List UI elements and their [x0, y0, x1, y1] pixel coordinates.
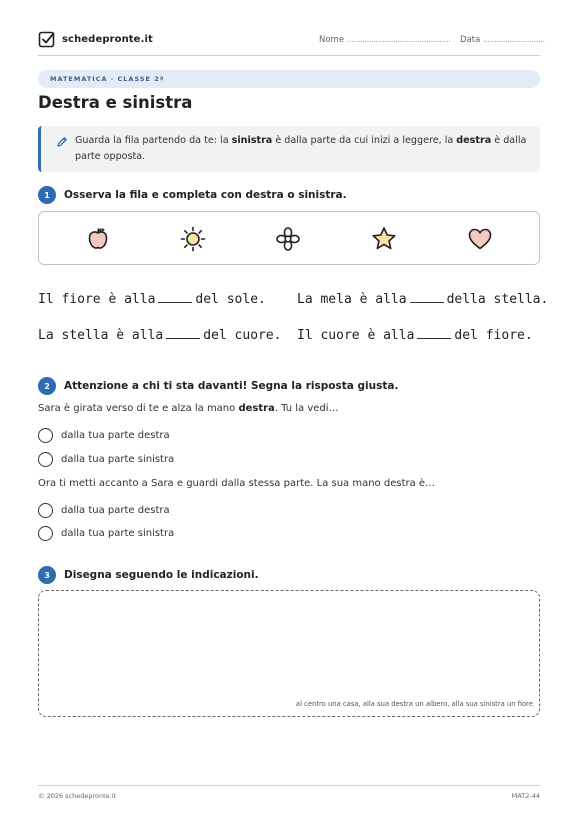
- exercise-title: Osserva la fila e completa con destra o sinistra.: [64, 189, 347, 201]
- pencil-icon: [56, 136, 68, 148]
- answer-blank[interactable]: [410, 301, 444, 303]
- sheet-code: MAT2-44: [511, 792, 540, 800]
- date-field[interactable]: [460, 35, 545, 45]
- question-1-text: Sara è girata verso di te e alza la mano destra. Tu la vedi…: [38, 403, 339, 414]
- star-icon: [370, 225, 398, 253]
- drawing-area[interactable]: [38, 590, 540, 717]
- exercise-number: 1: [38, 186, 56, 204]
- copyright: © 2026 schedepronte.it: [38, 792, 117, 800]
- sentence-2: La mela è alla della stella.: [297, 292, 549, 307]
- flower-icon: [274, 225, 302, 253]
- exercise-number: 3: [38, 566, 56, 584]
- radio-button[interactable]: [38, 526, 53, 541]
- date-dots: ............................: [483, 35, 545, 45]
- answer-blank[interactable]: [158, 301, 192, 303]
- option-label: dalla tua parte sinistra: [61, 454, 175, 465]
- answer-blank[interactable]: [417, 337, 451, 339]
- sentence-3: La stella è alla del cuore.: [38, 328, 282, 343]
- exercise-title: Disegna seguendo le indicazioni.: [64, 569, 259, 581]
- heart-icon: [466, 225, 494, 253]
- option-label: dalla tua parte destra: [61, 430, 170, 441]
- brand-logo: [38, 30, 153, 48]
- date-label: Data: [460, 35, 481, 45]
- subject-pill: MATEMATICA · CLASSE 2ª: [38, 70, 540, 88]
- tip-box: [38, 126, 540, 172]
- sun-icon: [179, 225, 207, 253]
- exercise-1-heading: [38, 186, 347, 204]
- radio-button[interactable]: [38, 452, 53, 467]
- answer-blank[interactable]: [166, 337, 200, 339]
- exercise-2-heading: [38, 377, 398, 395]
- page-footer: [38, 785, 540, 800]
- name-field[interactable]: [319, 35, 450, 45]
- checkbox-logo-icon: [38, 30, 56, 48]
- sentence-1: Il fiore è alla del sole.: [38, 292, 266, 307]
- option-q2-destra[interactable]: [38, 503, 170, 518]
- option-q2-sinistra[interactable]: [38, 526, 174, 541]
- brand-name: schedepronte.it: [62, 33, 153, 45]
- option-label: dalla tua parte destra: [61, 505, 170, 516]
- apple-icon: [84, 225, 112, 253]
- option-q1-sinistra[interactable]: [38, 452, 174, 467]
- name-dots: ...............................................: [346, 35, 451, 45]
- name-label: Nome: [319, 35, 345, 45]
- exercise-number: 2: [38, 377, 56, 395]
- question-2-text: Ora ti metti accanto a Sara e guardi dalla stessa parte. La sua mano destra è…: [38, 478, 436, 489]
- page-header: [38, 30, 545, 56]
- sentence-4: Il cuore è alla del fiore.: [297, 328, 533, 343]
- option-q1-destra[interactable]: [38, 428, 170, 443]
- option-label: dalla tua parte sinistra: [61, 528, 175, 539]
- exercise-title: Attenzione a chi ti sta davanti! Segna la risposta giusta.: [64, 380, 399, 392]
- exercise-3-heading: [38, 566, 259, 584]
- radio-button[interactable]: [38, 428, 53, 443]
- drawing-hint: al centro una casa, alla sua destra un albero, alla sua sinistra un fiore: [295, 700, 533, 708]
- page-title: Destra e sinistra: [38, 93, 193, 112]
- radio-button[interactable]: [38, 503, 53, 518]
- icons-row: [38, 211, 540, 265]
- tip-text: Guarda la fila partendo da te: la sinistra è dalla parte da cui inizi a leggere, la destra è dalla parte opposta.: [75, 135, 527, 162]
